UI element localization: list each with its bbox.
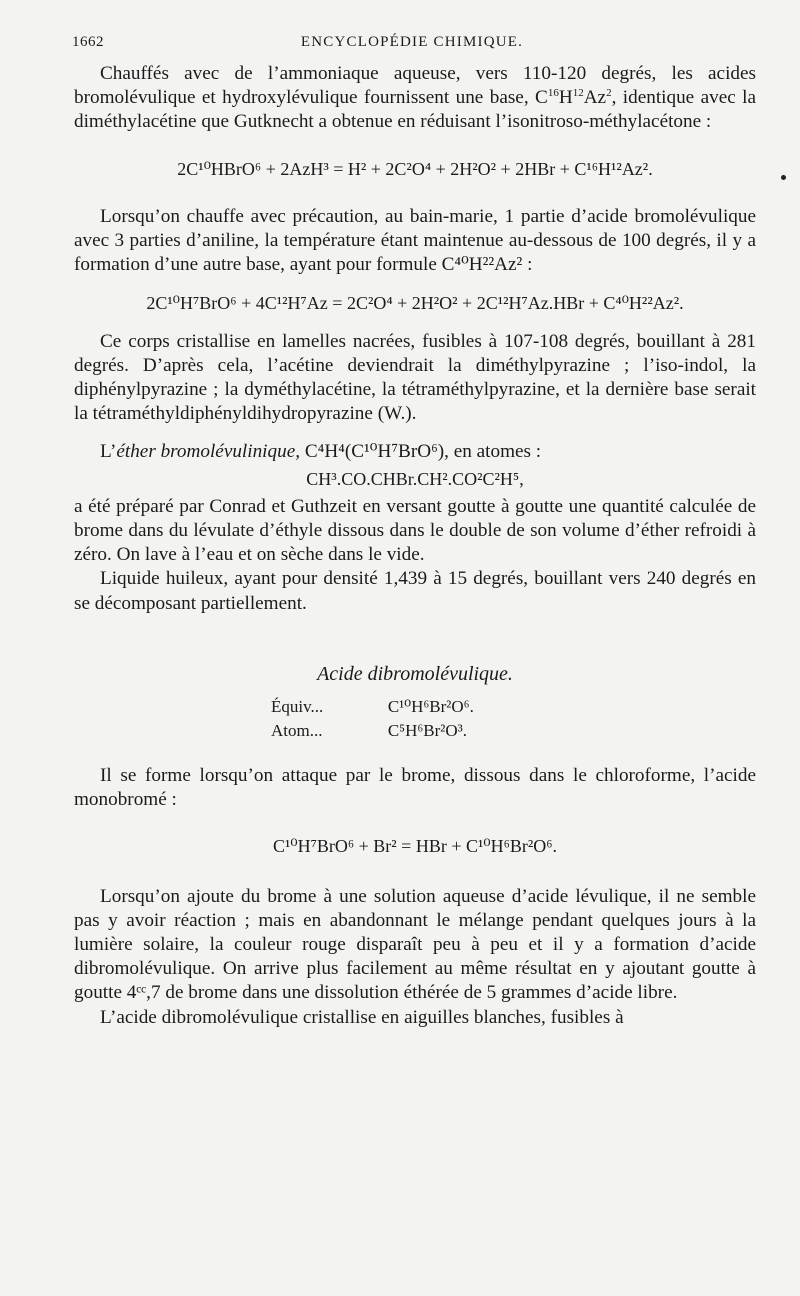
page-body bbox=[74, 62, 756, 1030]
atom-label: Atom... bbox=[271, 721, 323, 741]
paragraph-1: Chauffés avec de l’ammoniaque aqueuse, vers 110-120 degrés, les acides bromolévulique et hydroxylévulique fournissent une base, $C^{16}H^{12}Az^2$, identique avec la diméthylacétine que Gutknecht a obtenue en réduisant l’isonitroso-méthylacétone : bbox=[74, 63, 757, 133]
paragraph-3: Ce corps cristallise en lamelles nacrées, fusibles à 107-108 degrés, bouillant à 281 degrés. D’après cela, l’acétine deviendrait la diméthylpyrazine ; l’iso-indol, la diphénylpyrazine ; la dyméthylacétine, la tétraméthylpyrazine, et la dernière base serait la tétraméthyldiphényldihydropyrazine (W.). bbox=[74, 330, 756, 425]
ink-spot bbox=[781, 175, 786, 180]
paragraph-9: L’acide dibromolévulique cristallise en aiguilles blanches, fusibles à bbox=[100, 1006, 624, 1028]
equation-1: 2C¹⁰HBrO⁶ + 2AzH³ = H² + 2C²O⁴ + 2H²O² + 2HBr + C¹⁶H¹²Az². bbox=[177, 158, 653, 179]
paragraph-5: a été préparé par Conrad et Guthzeit en versant goutte à goutte une quantité calculée de brome dans du lévulate d’éthyle dissous dans le double de son volume d’éther refroidi à zéro. On lave à l’eau et on sèche dans le vide. bbox=[74, 495, 756, 566]
equiv-value: C¹⁰H⁶Br²O⁶. bbox=[387, 697, 474, 717]
paragraph-8: Lorsqu’on ajoute du brome à une solution aqueuse d’acide lévulique, il ne semble pas y avoir réaction ; mais en abandonnant le mélange pendant quelques jours à la lumière solaire, la couleur rouge disparaît peu à peu et il y a formation d’acide dibromolévulique. On arrive plus facilement au même résultat en y ajoutant goutte à goutte 4ᶜᶜ,7 de brome dans une dissolution éthérée de 5 grammes d’acide libre. bbox=[74, 885, 756, 1004]
paragraph-4: L’éther bromolévulinique, C⁴H⁴(C¹⁰H⁷BrO⁶), en atomes : bbox=[100, 441, 542, 463]
paragraph-2: Lorsqu’on chauffe avec précaution, au bain-marie, 1 partie d’acide bromolévulique avec 3 parties d’aniline, la température étant maintenue au-dessous de 100 degrés, il y a formation d’une autre base, ayant pour formule C⁴⁰H²²Az² : bbox=[74, 205, 756, 276]
running-title: ENCYCLOPÉDIE CHIMIQUE. bbox=[300, 34, 524, 50]
section-title: Acide dibromolévulique. bbox=[317, 662, 513, 685]
ether-name: éther bromolévulinique, bbox=[116, 441, 301, 463]
atom-value: C⁵H⁶Br²O³. bbox=[387, 721, 468, 741]
page-number: 1662 bbox=[72, 34, 104, 50]
paragraph-6: Liquide huileux, ayant pour densité 1,439 à 15 degrés, bouillant vers 240 degrés en se décomposant partiellement. bbox=[74, 568, 756, 614]
page-header bbox=[72, 34, 752, 56]
equation-4: C¹⁰H⁷BrO⁶ + Br² = HBr + C¹⁰H⁶Br²O⁶. bbox=[272, 836, 558, 857]
equation-3: CH³.CO.CHBr.CH².CO²C²H⁵, bbox=[306, 468, 524, 489]
equation-2: 2C¹⁰H⁷BrO⁶ + 4C¹²H⁷Az = 2C²O⁴ + 2H²O² + 2C¹²H⁷Az.HBr + C⁴⁰H²²Az². bbox=[146, 293, 684, 314]
equiv-row bbox=[267, 696, 563, 718]
equiv-label: Équiv... bbox=[271, 697, 324, 717]
paragraph-7: Il se forme lorsqu’on attaque par le brome, dissous dans le chloroforme, l’acide monobromé : bbox=[74, 765, 756, 811]
equivalents-table bbox=[265, 694, 565, 744]
atom-row bbox=[267, 720, 563, 742]
